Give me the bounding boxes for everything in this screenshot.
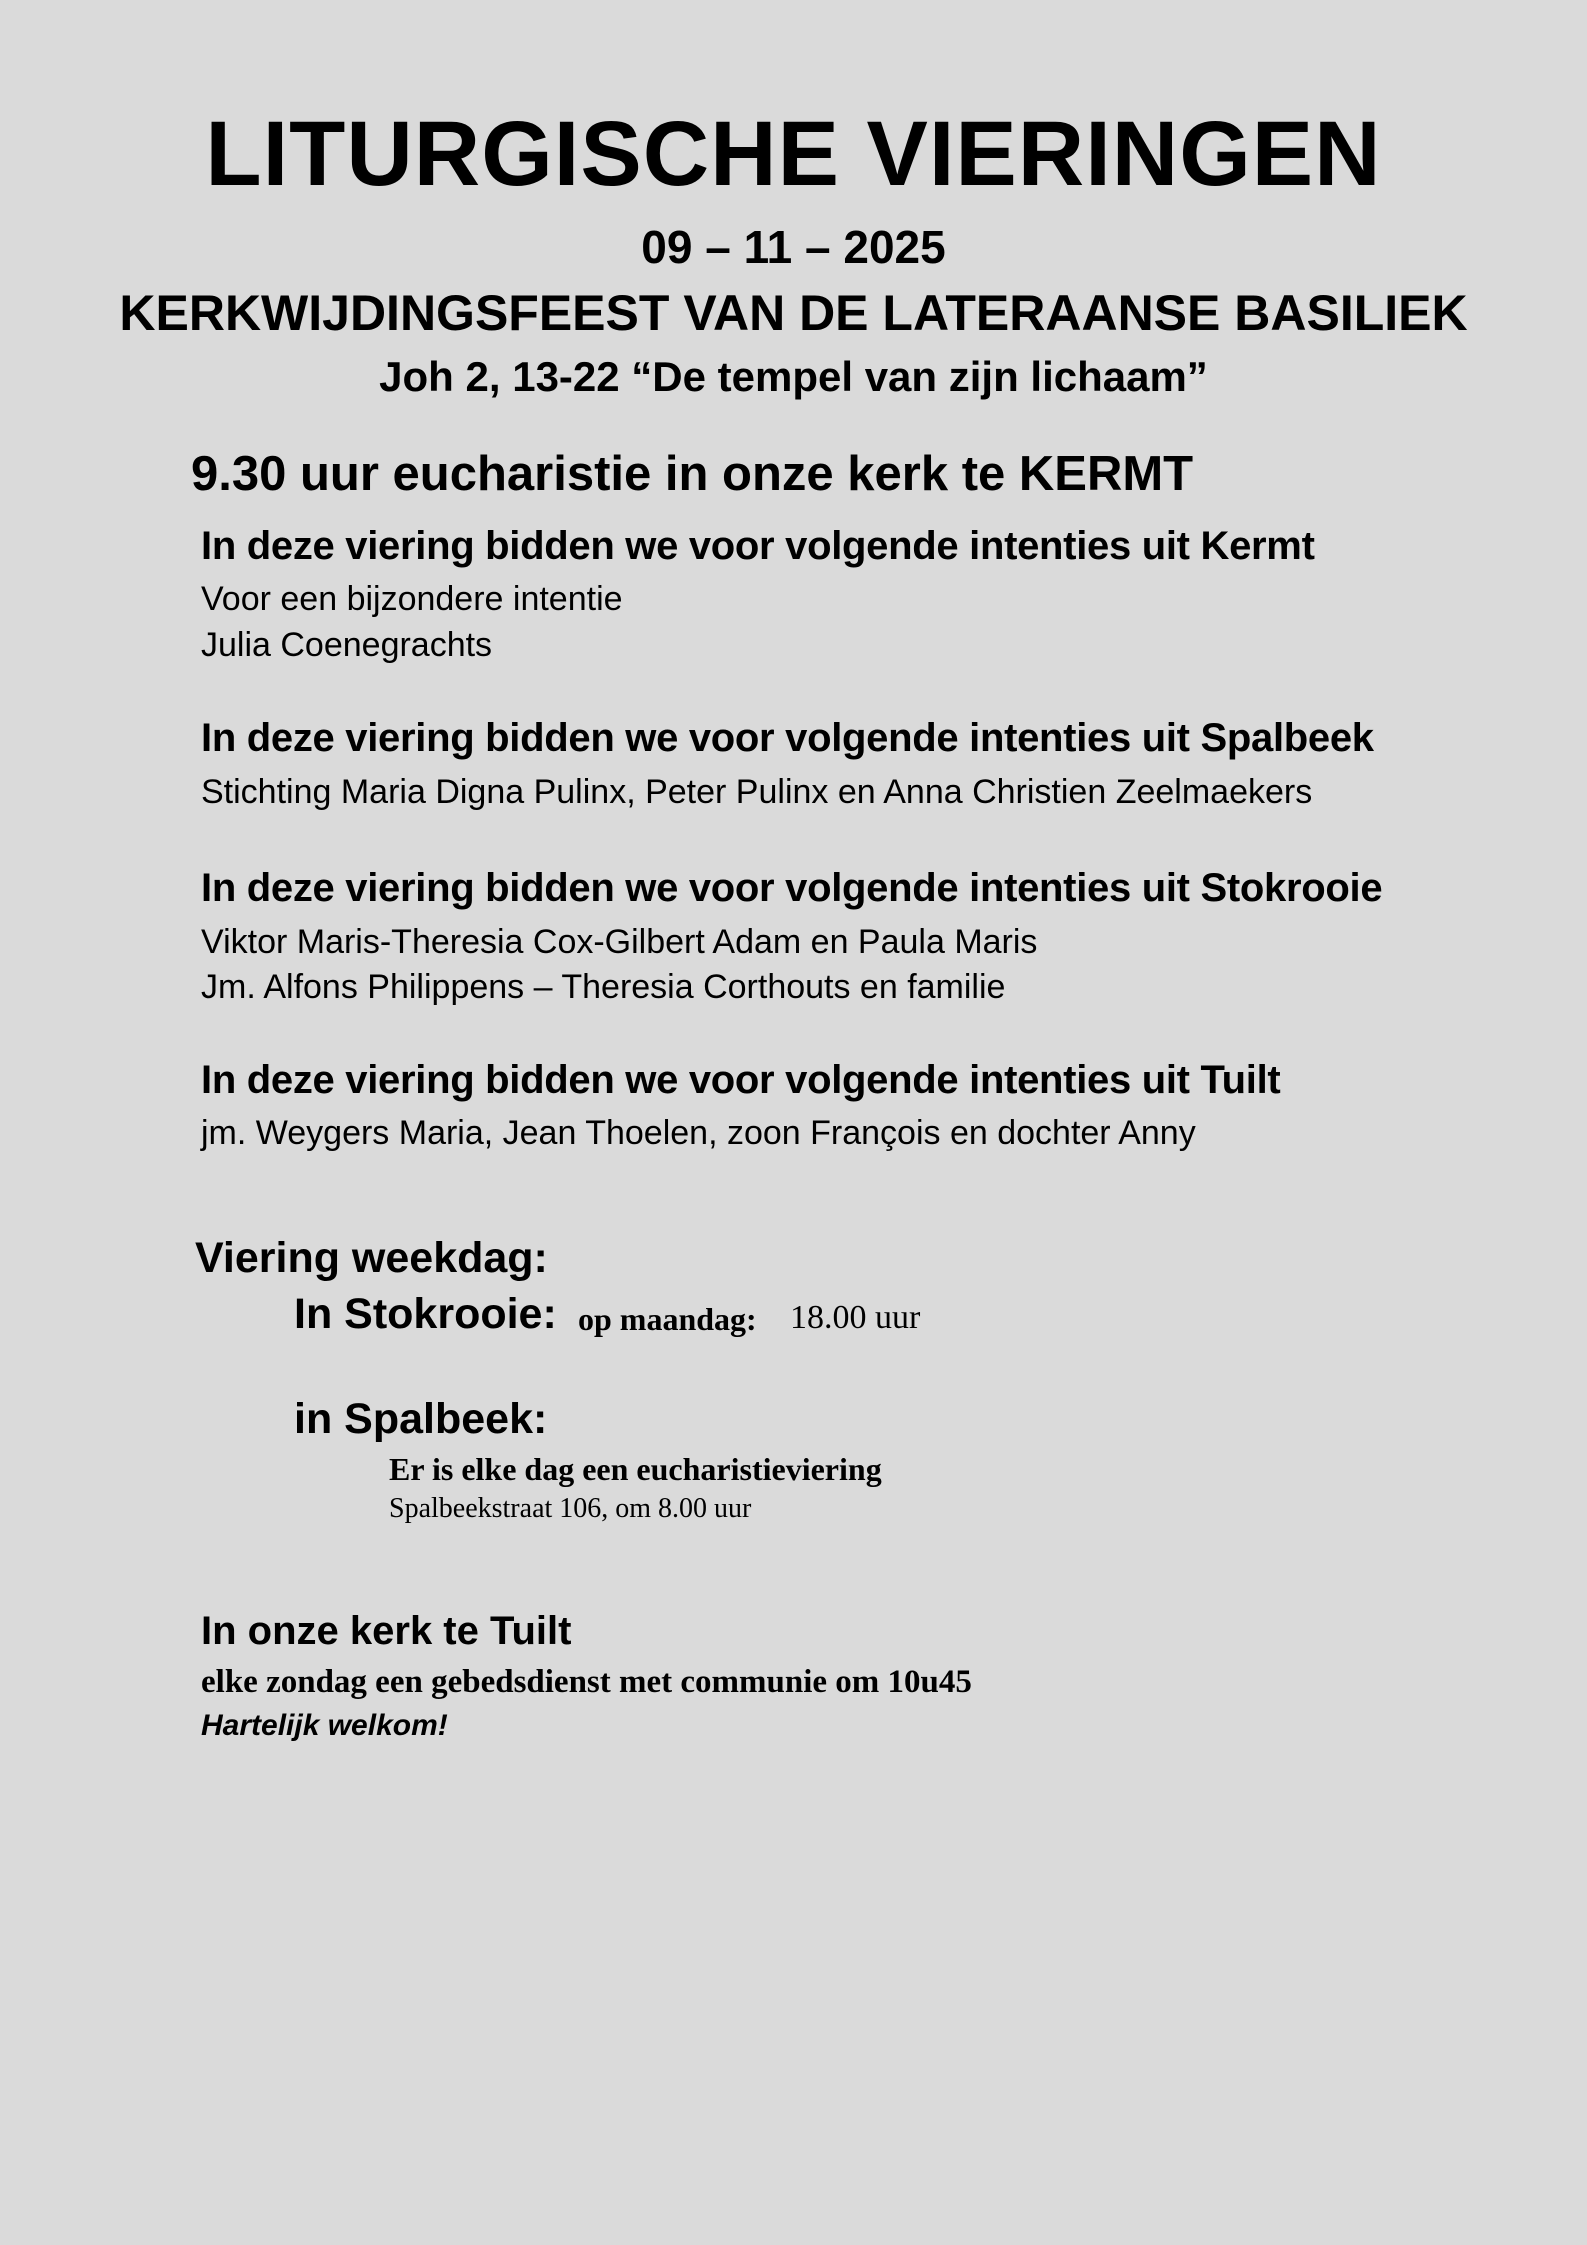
page-title: LITURGISCHE VIERINGEN bbox=[205, 103, 1382, 205]
weekday-heading: Viering weekdag: bbox=[195, 1234, 548, 1282]
intention-line: Julia Coenegrachts bbox=[201, 626, 493, 664]
tuilt-heading: In onze kerk te Tuilt bbox=[201, 1609, 572, 1653]
intentions-heading-stokrooie: In deze viering bidden we voor volgende intenties uit Stokrooie bbox=[201, 866, 1383, 910]
spalbeek-daily-mass: Er is elke dag een eucharistieviering bbox=[389, 1451, 882, 1487]
gospel-reading: Joh 2, 13-22 “De tempel van zijn lichaam” bbox=[379, 353, 1208, 400]
intention-line: jm. Weygers Maria, Jean Thoelen, zoon François en dochter Anny bbox=[201, 1114, 1196, 1152]
intentions-heading-tuilt: In deze viering bidden we voor volgende intenties uit Tuilt bbox=[201, 1058, 1281, 1102]
spalbeek-address: Spalbeekstraat 106, om 8.00 uur bbox=[389, 1493, 752, 1524]
welcome-text: Hartelijk welkom! bbox=[201, 1709, 448, 1742]
feast-name: KERKWIJDINGSFEEST VAN DE LATERAANSE BASILIEK bbox=[119, 285, 1468, 341]
stokrooie-label: In Stokrooie: bbox=[294, 1290, 557, 1338]
celebration-date: 09 – 11 – 2025 bbox=[641, 221, 946, 273]
intention-line: Voor een bijzondere intentie bbox=[201, 580, 623, 618]
tuilt-service: elke zondag een gebedsdienst met communie om 10u45 bbox=[201, 1664, 972, 1700]
mass-title: 9.30 uur eucharistie in onze kerk te KERMT bbox=[191, 447, 1194, 501]
spalbeek-label: in Spalbeek: bbox=[294, 1395, 548, 1443]
intentions-heading-kermt: In deze viering bidden we voor volgende intenties uit Kermt bbox=[201, 524, 1315, 568]
stokrooie-day: op maandag: bbox=[578, 1301, 757, 1337]
intention-line: Stichting Maria Digna Pulinx, Peter Pulinx en Anna Christien Zeelmaekers bbox=[201, 773, 1313, 811]
stokrooie-time: 18.00 uur bbox=[790, 1299, 921, 1336]
intention-line: Jm. Alfons Philippens – Theresia Corthouts en familie bbox=[201, 968, 1006, 1006]
intention-line: Viktor Maris-Theresia Cox-Gilbert Adam en Paula Maris bbox=[201, 923, 1038, 961]
intentions-heading-spalbeek: In deze viering bidden we voor volgende intenties uit Spalbeek bbox=[201, 716, 1374, 760]
